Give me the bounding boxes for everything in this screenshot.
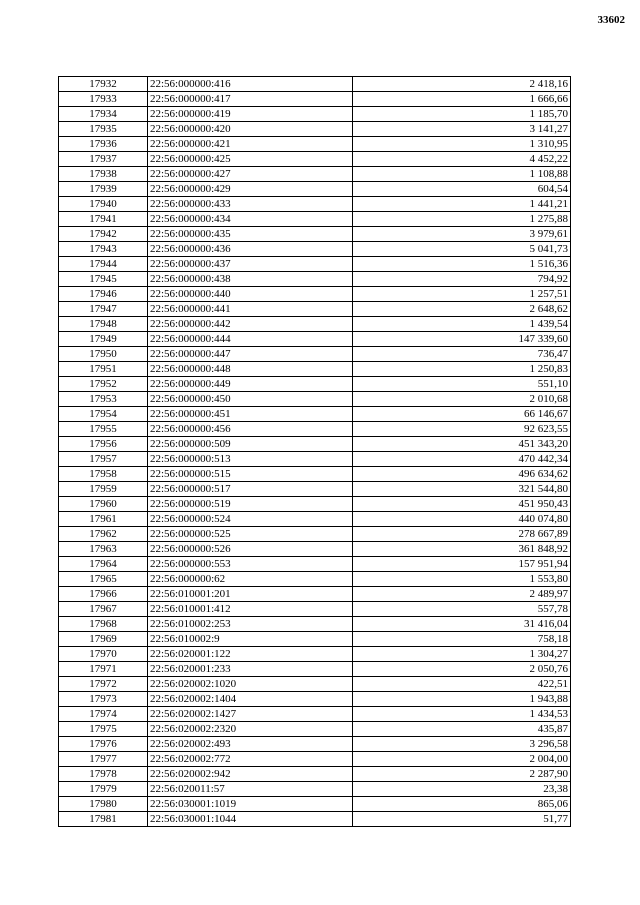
row-number-cell: 17955: [59, 422, 148, 437]
row-number-cell: 17948: [59, 317, 148, 332]
row-number-cell: 17959: [59, 482, 148, 497]
amount-cell: 1 516,36: [353, 257, 571, 272]
table-row: [59, 437, 571, 452]
row-number-cell: 17954: [59, 407, 148, 422]
table-row: [59, 752, 571, 767]
table-row: [59, 812, 571, 827]
row-number-cell: 17961: [59, 512, 148, 527]
cadastral-number-cell: 22:56:000000:515: [148, 467, 353, 482]
table-row: [59, 737, 571, 752]
table-row: [59, 407, 571, 422]
cadastral-number-cell: 22:56:000000:417: [148, 92, 353, 107]
table-row: [59, 722, 571, 737]
amount-cell: 451 950,43: [353, 497, 571, 512]
amount-cell: 1 441,21: [353, 197, 571, 212]
amount-cell: 2 418,16: [353, 77, 571, 92]
table-row: [59, 347, 571, 362]
table-row: [59, 377, 571, 392]
cadastral-number-cell: 22:56:020002:2320: [148, 722, 353, 737]
row-number-cell: 17933: [59, 92, 148, 107]
amount-cell: 92 623,55: [353, 422, 571, 437]
cadastral-number-cell: 22:56:000000:526: [148, 542, 353, 557]
amount-cell: 435,87: [353, 722, 571, 737]
cadastral-number-cell: 22:56:000000:509: [148, 437, 353, 452]
row-number-cell: 17978: [59, 767, 148, 782]
table-row: [59, 92, 571, 107]
row-number-cell: 17963: [59, 542, 148, 557]
amount-cell: 51,77: [353, 812, 571, 827]
amount-cell: 2 648,62: [353, 302, 571, 317]
table-row: [59, 242, 571, 257]
table-row: [59, 707, 571, 722]
cadastral-number-cell: 22:56:000000:456: [148, 422, 353, 437]
cadastral-number-cell: 22:56:020001:233: [148, 662, 353, 677]
row-number-cell: 17941: [59, 212, 148, 227]
amount-cell: 758,18: [353, 632, 571, 647]
cadastral-number-cell: 22:56:000000:448: [148, 362, 353, 377]
table-row: [59, 182, 571, 197]
cadastral-number-cell: 22:56:030001:1019: [148, 797, 353, 812]
table-row: [59, 197, 571, 212]
row-number-cell: 17935: [59, 122, 148, 137]
page-number: 33602: [597, 14, 625, 26]
table-row: [59, 212, 571, 227]
row-number-cell: 17950: [59, 347, 148, 362]
amount-cell: 440 074,80: [353, 512, 571, 527]
table-row: [59, 122, 571, 137]
amount-cell: 1 257,51: [353, 287, 571, 302]
cadastral-number-cell: 22:56:020002:1427: [148, 707, 353, 722]
row-number-cell: 17968: [59, 617, 148, 632]
row-number-cell: 17944: [59, 257, 148, 272]
table-row: [59, 287, 571, 302]
table-row: [59, 782, 571, 797]
row-number-cell: 17957: [59, 452, 148, 467]
cadastral-number-cell: 22:56:000000:444: [148, 332, 353, 347]
table-row: [59, 392, 571, 407]
row-number-cell: 17958: [59, 467, 148, 482]
row-number-cell: 17945: [59, 272, 148, 287]
amount-cell: 2 050,76: [353, 662, 571, 677]
table-row: [59, 452, 571, 467]
amount-cell: 2 287,90: [353, 767, 571, 782]
amount-cell: 2 010,68: [353, 392, 571, 407]
row-number-cell: 17938: [59, 167, 148, 182]
amount-cell: 557,78: [353, 602, 571, 617]
cadastral-number-cell: 22:56:000000:519: [148, 497, 353, 512]
registry-table-body: [59, 77, 571, 827]
table-row: [59, 512, 571, 527]
cadastral-number-cell: 22:56:020002:942: [148, 767, 353, 782]
amount-cell: 1 275,88: [353, 212, 571, 227]
cadastral-number-cell: 22:56:000000:517: [148, 482, 353, 497]
cadastral-number-cell: 22:56:000000:436: [148, 242, 353, 257]
amount-cell: 31 416,04: [353, 617, 571, 632]
table-row: [59, 77, 571, 92]
table-row: [59, 572, 571, 587]
cadastral-number-cell: 22:56:000000:440: [148, 287, 353, 302]
amount-cell: 3 141,27: [353, 122, 571, 137]
amount-cell: 1 943,88: [353, 692, 571, 707]
amount-cell: 1 439,54: [353, 317, 571, 332]
row-number-cell: 17976: [59, 737, 148, 752]
row-number-cell: 17932: [59, 77, 148, 92]
table-row: [59, 467, 571, 482]
cadastral-number-cell: 22:56:000000:524: [148, 512, 353, 527]
row-number-cell: 17934: [59, 107, 148, 122]
cadastral-number-cell: 22:56:000000:419: [148, 107, 353, 122]
amount-cell: 604,54: [353, 182, 571, 197]
amount-cell: 1 310,95: [353, 137, 571, 152]
table-row: [59, 332, 571, 347]
row-number-cell: 17952: [59, 377, 148, 392]
cadastral-number-cell: 22:56:010001:201: [148, 587, 353, 602]
cadastral-number-cell: 22:56:020001:122: [148, 647, 353, 662]
amount-cell: 1 250,83: [353, 362, 571, 377]
table-row: [59, 362, 571, 377]
cadastral-number-cell: 22:56:000000:553: [148, 557, 353, 572]
cadastral-number-cell: 22:56:000000:442: [148, 317, 353, 332]
row-number-cell: 17972: [59, 677, 148, 692]
amount-cell: 2 004,00: [353, 752, 571, 767]
amount-cell: 551,10: [353, 377, 571, 392]
table-row: [59, 617, 571, 632]
amount-cell: 4 452,22: [353, 152, 571, 167]
cadastral-number-cell: 22:56:000000:435: [148, 227, 353, 242]
cadastral-number-cell: 22:56:000000:433: [148, 197, 353, 212]
amount-cell: 361 848,92: [353, 542, 571, 557]
row-number-cell: 17947: [59, 302, 148, 317]
amount-cell: 1 434,53: [353, 707, 571, 722]
cadastral-number-cell: 22:56:020002:1020: [148, 677, 353, 692]
registry-table: [58, 76, 571, 827]
cadastral-number-cell: 22:56:000000:449: [148, 377, 353, 392]
amount-cell: 1 666,66: [353, 92, 571, 107]
row-number-cell: 17937: [59, 152, 148, 167]
table-row: [59, 677, 571, 692]
table-row: [59, 422, 571, 437]
table-row: [59, 167, 571, 182]
row-number-cell: 17969: [59, 632, 148, 647]
amount-cell: 794,92: [353, 272, 571, 287]
row-number-cell: 17970: [59, 647, 148, 662]
row-number-cell: 17977: [59, 752, 148, 767]
row-number-cell: 17975: [59, 722, 148, 737]
cadastral-number-cell: 22:56:010002:253: [148, 617, 353, 632]
amount-cell: 1 553,80: [353, 572, 571, 587]
table-row: [59, 257, 571, 272]
row-number-cell: 17960: [59, 497, 148, 512]
table-row: [59, 152, 571, 167]
amount-cell: 5 041,73: [353, 242, 571, 257]
row-number-cell: 17981: [59, 812, 148, 827]
cadastral-number-cell: 22:56:020002:493: [148, 737, 353, 752]
table-row: [59, 557, 571, 572]
amount-cell: 470 442,34: [353, 452, 571, 467]
cadastral-number-cell: 22:56:000000:425: [148, 152, 353, 167]
table-row: [59, 692, 571, 707]
cadastral-number-cell: 22:56:020002:1404: [148, 692, 353, 707]
cadastral-number-cell: 22:56:000000:437: [148, 257, 353, 272]
amount-cell: 1 108,88: [353, 167, 571, 182]
row-number-cell: 17962: [59, 527, 148, 542]
row-number-cell: 17951: [59, 362, 148, 377]
table-row: [59, 317, 571, 332]
row-number-cell: 17971: [59, 662, 148, 677]
cadastral-number-cell: 22:56:000000:447: [148, 347, 353, 362]
cadastral-number-cell: 22:56:000000:441: [148, 302, 353, 317]
cadastral-number-cell: 22:56:000000:525: [148, 527, 353, 542]
row-number-cell: 17973: [59, 692, 148, 707]
row-number-cell: 17967: [59, 602, 148, 617]
row-number-cell: 17939: [59, 182, 148, 197]
cadastral-number-cell: 22:56:000000:420: [148, 122, 353, 137]
amount-cell: 496 634,62: [353, 467, 571, 482]
row-number-cell: 17936: [59, 137, 148, 152]
amount-cell: 422,51: [353, 677, 571, 692]
amount-cell: 3 979,61: [353, 227, 571, 242]
cadastral-number-cell: 22:56:000000:434: [148, 212, 353, 227]
amount-cell: 157 951,94: [353, 557, 571, 572]
table-row: [59, 662, 571, 677]
cadastral-number-cell: 22:56:000000:451: [148, 407, 353, 422]
amount-cell: 736,47: [353, 347, 571, 362]
table-row: [59, 647, 571, 662]
row-number-cell: 17966: [59, 587, 148, 602]
table-row: [59, 107, 571, 122]
amount-cell: 23,38: [353, 782, 571, 797]
row-number-cell: 17979: [59, 782, 148, 797]
row-number-cell: 17943: [59, 242, 148, 257]
row-number-cell: 17964: [59, 557, 148, 572]
cadastral-number-cell: 22:56:010002:9: [148, 632, 353, 647]
row-number-cell: 17974: [59, 707, 148, 722]
table-row: [59, 272, 571, 287]
amount-cell: 1 185,70: [353, 107, 571, 122]
amount-cell: 451 343,20: [353, 437, 571, 452]
amount-cell: 321 544,80: [353, 482, 571, 497]
cadastral-number-cell: 22:56:000000:421: [148, 137, 353, 152]
cadastral-number-cell: 22:56:030001:1044: [148, 812, 353, 827]
table-row: [59, 302, 571, 317]
table-row: [59, 137, 571, 152]
amount-cell: 147 339,60: [353, 332, 571, 347]
table-row: [59, 227, 571, 242]
cadastral-number-cell: 22:56:000000:62: [148, 572, 353, 587]
amount-cell: 3 296,58: [353, 737, 571, 752]
table-row: [59, 482, 571, 497]
cadastral-number-cell: 22:56:000000:438: [148, 272, 353, 287]
row-number-cell: 17980: [59, 797, 148, 812]
row-number-cell: 17942: [59, 227, 148, 242]
table-row: [59, 542, 571, 557]
row-number-cell: 17965: [59, 572, 148, 587]
row-number-cell: 17953: [59, 392, 148, 407]
table-row: [59, 767, 571, 782]
cadastral-number-cell: 22:56:010001:412: [148, 602, 353, 617]
cadastral-number-cell: 22:56:000000:450: [148, 392, 353, 407]
table-row: [59, 602, 571, 617]
cadastral-number-cell: 22:56:020011:57: [148, 782, 353, 797]
table-row: [59, 587, 571, 602]
cadastral-number-cell: 22:56:000000:427: [148, 167, 353, 182]
table-row: [59, 797, 571, 812]
amount-cell: 66 146,67: [353, 407, 571, 422]
row-number-cell: 17946: [59, 287, 148, 302]
row-number-cell: 17956: [59, 437, 148, 452]
cadastral-number-cell: 22:56:020002:772: [148, 752, 353, 767]
table-row: [59, 527, 571, 542]
cadastral-number-cell: 22:56:000000:513: [148, 452, 353, 467]
amount-cell: 278 667,89: [353, 527, 571, 542]
amount-cell: 1 304,27: [353, 647, 571, 662]
row-number-cell: 17940: [59, 197, 148, 212]
cadastral-number-cell: 22:56:000000:416: [148, 77, 353, 92]
table-row: [59, 497, 571, 512]
amount-cell: 2 489,97: [353, 587, 571, 602]
row-number-cell: 17949: [59, 332, 148, 347]
amount-cell: 865,06: [353, 797, 571, 812]
table-row: [59, 632, 571, 647]
cadastral-number-cell: 22:56:000000:429: [148, 182, 353, 197]
